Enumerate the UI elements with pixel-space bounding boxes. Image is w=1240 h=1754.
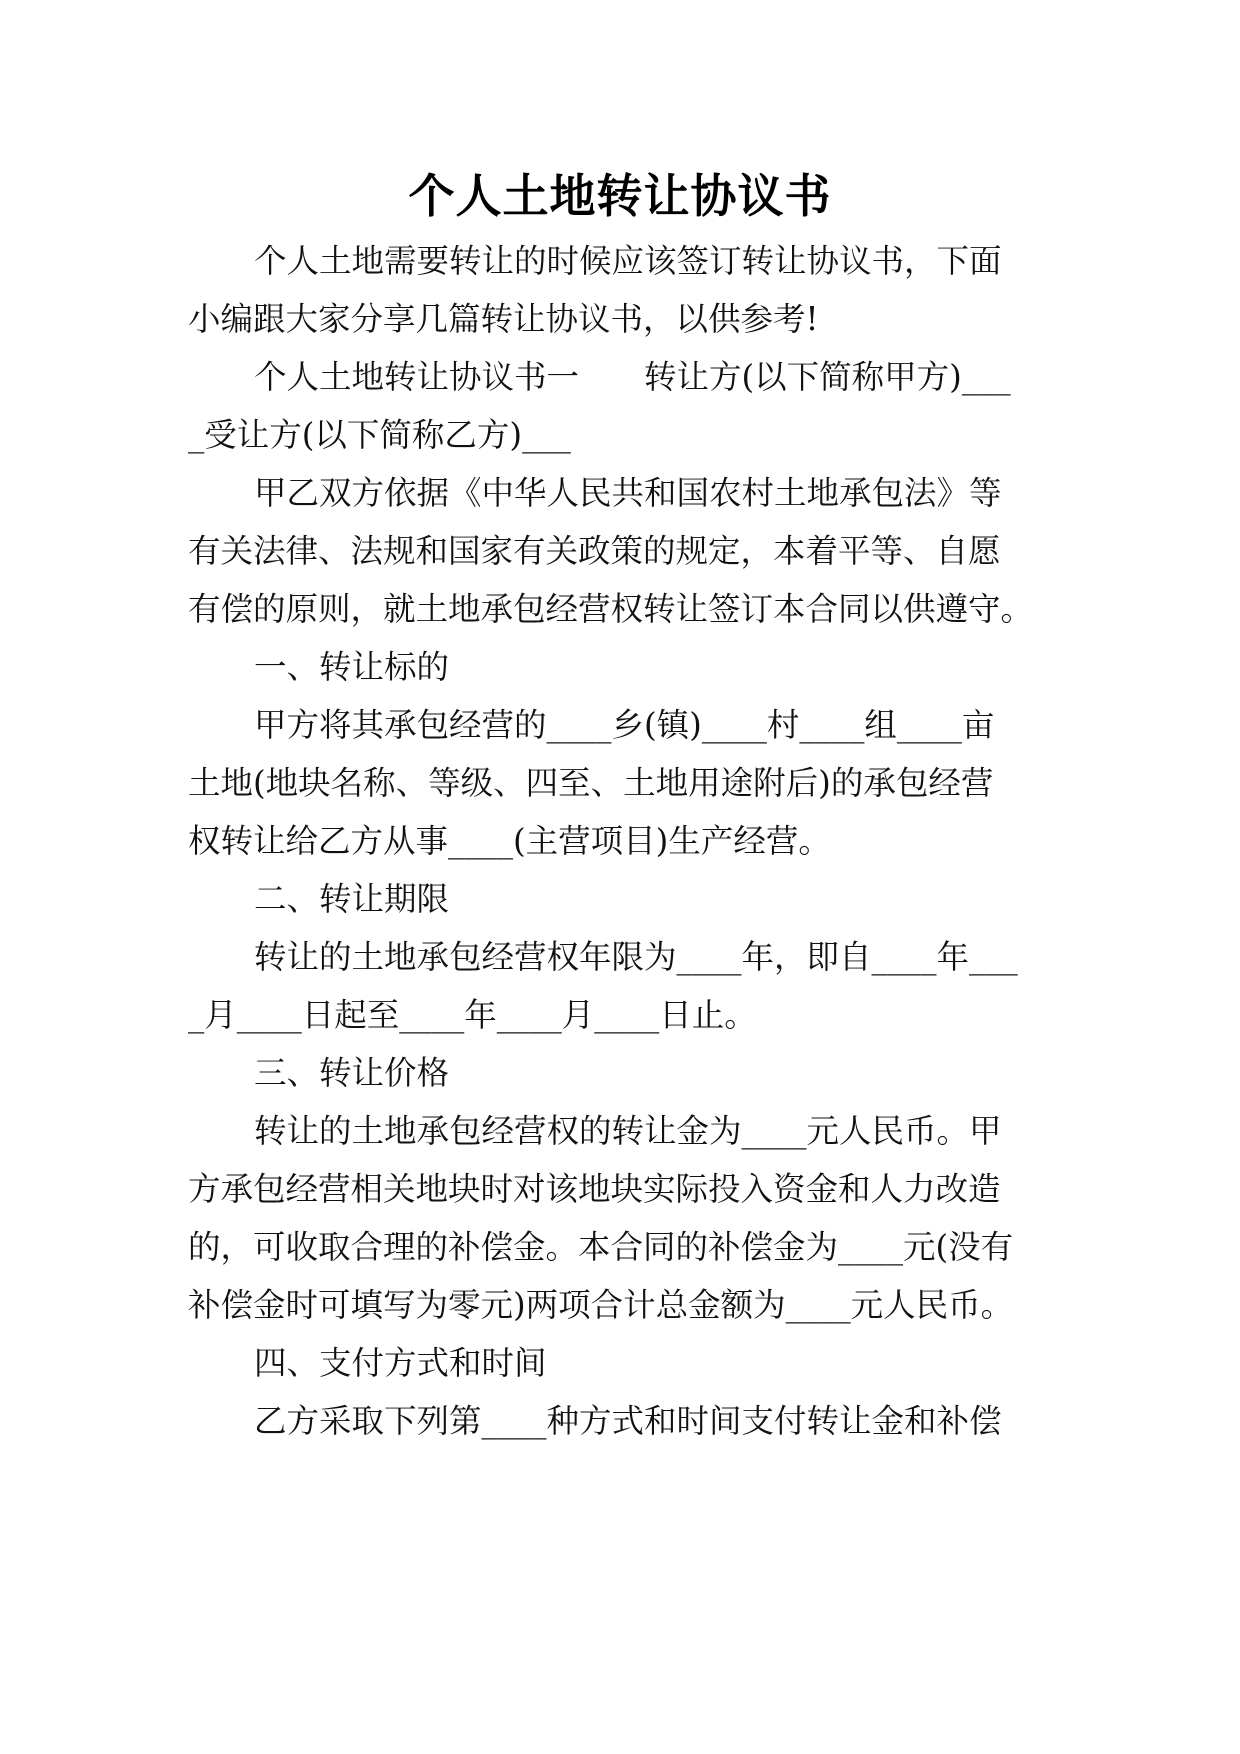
section-3-line-2: 方承包经营相关地块时对该地块实际投入资金和人力改造: [188, 1170, 1001, 1208]
section-heading-4: 四、支付方式和时间: [254, 1344, 547, 1382]
document-title: 个人土地转让协议书: [408, 169, 832, 223]
section-heading-3: 三、转让价格: [254, 1054, 450, 1092]
preamble-line-2: 有关法律、法规和国家有关政策的规定，本着平等、自愿: [188, 532, 1001, 570]
section-1-line-1: 甲方将其承包经营的____乡(镇)____村____组____亩: [254, 706, 995, 744]
section-heading-2: 二、转让期限: [254, 880, 450, 918]
section-3-line-1: 转让的土地承包经营权的转让金为____元人民币。甲: [254, 1112, 1002, 1150]
parties-line-2: _受让方(以下简称乙方)___: [188, 416, 571, 454]
section-2-line-1: 转让的土地承包经营权年限为____年，即自____年___: [254, 938, 1018, 976]
section-heading-1: 一、转让标的: [254, 648, 450, 686]
intro-line-2: 小编跟大家分享几篇转让协议书，以供参考!: [188, 300, 819, 338]
intro-line-1: 个人土地需要转让的时候应该签订转让协议书，下面: [254, 242, 1002, 280]
section-3-line-3: 的，可收取合理的补偿金。本合同的补偿金为____元(没有: [188, 1228, 1014, 1266]
preamble-line-1: 甲乙双方依据《中华人民共和国农村土地承包法》等: [254, 474, 1002, 512]
section-2-line-2: _月____日起至____年____月____日止。: [188, 996, 757, 1034]
section-1-line-2: 土地(地块名称、等级、四至、土地用途附后)的承包经营: [188, 764, 994, 802]
parties-line-1: 个人土地转让协议书一 转让方(以下简称甲方)___: [254, 358, 1011, 396]
section-4-line-1: 乙方采取下列第____种方式和时间支付转让金和补偿: [254, 1402, 1002, 1440]
section-3-line-4: 补偿金时可填写为零元)两项合计总金额为____元人民币。: [188, 1286, 1014, 1324]
section-1-line-3: 权转让给乙方从事____(主营项目)生产经营。: [188, 822, 831, 860]
preamble-line-3: 有偿的原则，就土地承包经营权转让签订本合同以供遵守。: [188, 590, 1034, 628]
